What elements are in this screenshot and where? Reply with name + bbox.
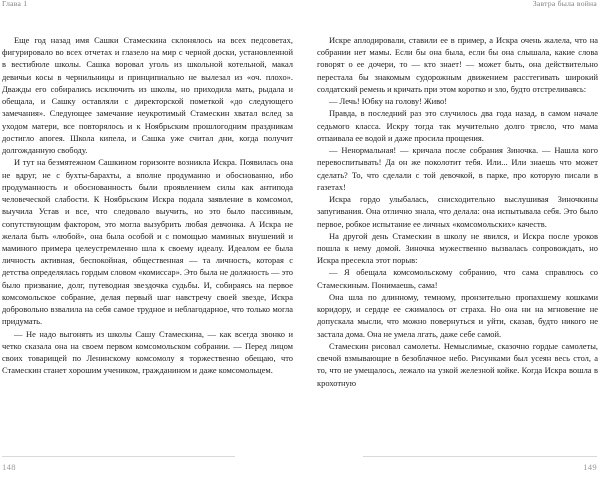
- paragraph: — Ненормальная! — кричала после собрания Зиночка. — Нашла кого перевоспитывать! Да он же поколотит тебя. Или... Или знаешь что может сделать? То, что сделали с той девочкой, в парке, про которую писали в газетах!: [317, 145, 598, 192]
- paragraph: Искра гордо улыбалась, снисходительно выслушивая Зиночкины запугивания. Она отлично знала, что делала: она испытывала себя. Это было первое, робкое испытание ее личных «комсомольских» качеств.: [317, 194, 598, 229]
- paragraph: — Не надо выгонять из школы Сашу Стамескина, — как всегда звонко и четко сказала она на своем первом комсомольском собрании. — Перед лицом своих товарищей по Ленинскому комсомолу я торжественно обещаю, что Стамескин станет хорошим учеником, гражданином и даже комсомольцем.: [2, 328, 293, 376]
- paragraph: На другой день Стамескин в школу не явился, и Искра после уроков пошла к нему домой. Зиночка мужественно вызвалась сопровождать, но Искра пресекла этот порыв:: [317, 230, 598, 266]
- paragraph: Она шла по длинному, темному, пронзительно пропахшему кошками коридору, и сердце ее сжималось от страха. Но она ни на мгновение не допускала мысли, что можно повернуться и уйти, сказав, будто никого не застала дома. Она не умела лгать, даже себе самой.: [317, 291, 598, 339]
- paragraph: — Лечь! Юбку на голову! Живо!: [329, 96, 448, 107]
- running-head-right: Завтра была война: [532, 0, 597, 8]
- page-number-left: 148: [2, 462, 16, 472]
- body-text-left: [2, 34, 293, 377]
- paragraph: И тут на безмятежном Сашкином горизонте возникла Искра. Появилась она не вдруг, не с бухты-барахты, а вполне продуманно и обоснованно, ибо продуманность и обоснованность были проявлением силы как антипода человеческой слабости. К Ноябрьским Искра подала заявление в комсомол, выучила Устав и все, что следовало выучить, но это было пассивным, сопутствующим фактором, это могла вызубрить любая девчонка. А Искра не желала быть «любой», она была особой и с помощью маминых внушений и маминого примера целеустремленно шла к своему идеалу. Идеалом ее была личность активная, беспокойная, общественная — та личность, которая с детства определялась гордым словом «комиссар». Это была не должность — это было призвание, долг, путеводная звездочка судьбы. И, собираясь на первое комсомольское собрание, делая первый шаг навстречу своей звезде, Искра добровольно взвалила на себя самое трудное и неблагодарное, что только могла придумать.: [2, 157, 293, 327]
- body-text-right: [317, 34, 598, 389]
- footer-rule-left: [2, 456, 235, 457]
- paragraph: Еще год назад имя Сашки Стамескина склонялось на всех педсоветах, фигурировало во всех отчетах и глазело на мир с черной доски, установленной в вестибюле школы. Сашка воровал уголь из школьной котельной, макал девичьи косы в чернильницы и принципиально не вылезал из «оч. плохо». Дважды его собирались исключить из школы, но приходила мать, рыдала и обещала, и Сашку оставляли с директорской пометкой «до следующего замечания». Следующее замечание неукротимый Стамескин хватал вслед за уходом матери, все повторялось и к Ноябрьским прошлогодним праздникам достигло апогея. Школа кипела, и Сашка уже считал дни, когда получит долгожданную свободу.: [2, 35, 293, 156]
- paragraph: — Я обещала комсомольскому собранию, что сама справлюсь со Стамескиным. Понимаешь, сама!: [317, 267, 598, 290]
- running-head-left: Глава 1: [2, 0, 28, 8]
- page-right: [300, 0, 600, 477]
- footer-rule-right: [363, 456, 597, 457]
- page-number-right: 149: [583, 462, 597, 472]
- paragraph: Правда, в последний раз это случилось два года назад, в самом начале седьмого класса. Искру тогда так мучительно долго трясло, что мама отпаивала ее водой и даже просила прощения.: [317, 108, 598, 143]
- paragraph: Искре аплодировали, ставили ее в пример, а Искра очень жалела, что на собрании нет мамы. Если бы она была, если бы она слышала, какие слова говорят о ее дочери, то — кто знает! — может быть, она действительно перестала бы знакомым судорожным движением расстегивать широкий солдатский ремень и кричать при этом коротко и зло, будто отстреливаясь:: [317, 35, 598, 94]
- paragraph: Стамескин рисовал самолеты. Немыслимые, сказочно гордые самолеты, свечой взмывающие в безоблачное небо. Рисунками был усеян весь стол, а то, что не умещалось, лежало на узкой железной койке. Когда Искра вошла в крохотную: [317, 340, 598, 388]
